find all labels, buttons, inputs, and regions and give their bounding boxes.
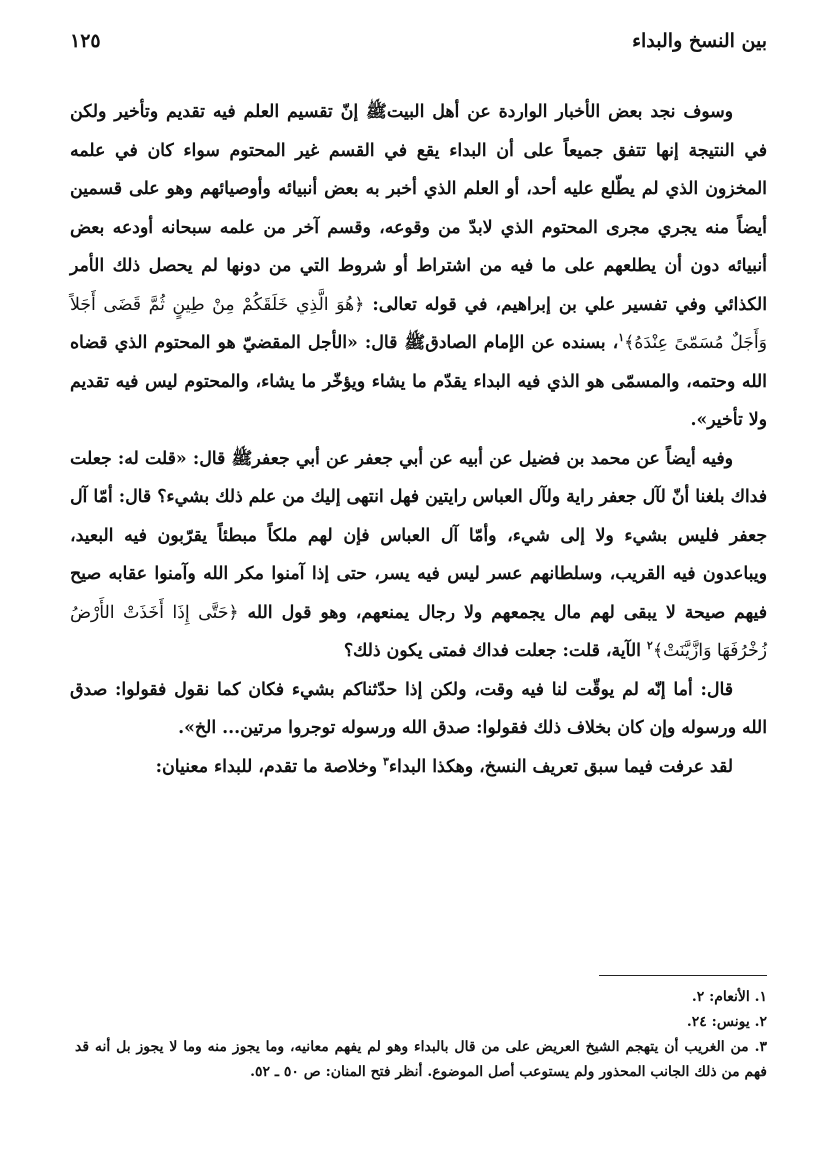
- footnote-divider: [599, 975, 767, 976]
- page-number: ١٢٥: [70, 30, 101, 52]
- paragraph-4-end: وخلاصة ما تقدم، للبداء معنيان:: [155, 756, 383, 777]
- main-text: [70, 93, 767, 786]
- footnote-3: ٣. من الغريب أن يتهجم الشيخ العريض على من قال بالبداء وهو لم يفهم معانيه، وما يجوز منه وما لا يجوز بل أنه قد فهم من ذلك الجانب المحذور ولم يستوعب أصل الموضوع. أنظر فتح المنان: ص ٥٠ ـ ٥٢.: [75, 1039, 767, 1080]
- paragraph-3: [70, 671, 767, 748]
- quran-quote-2: ﴿حَتَّى إِذَا أَخَذَتْ الأَرْضُ زُخْرُفَهَا وَازَّيَّنَتْ﴾: [70, 602, 767, 661]
- quran-quote-1: ﴿هُوَ الَّذِي خَلَقَكُمْ مِنْ طِينٍ ثُمَّ قَضَى أَجَلاً وَأَجَلٌ مُسَمّىً عِنْدَهُ﴾: [70, 294, 767, 353]
- paragraph-3-text: قال: أما إنّه لم يوقّت لنا فيه وقت، ولكن إذا حدّثناكم بشيء فكان كما نقول فقولوا: صدق الله ورسوله وإن كان بخلاف ذلك فقولوا: صدق الله ورسوله توجروا مرتين... الخ».: [70, 679, 767, 738]
- paragraph-2-text: وفيه أيضاً عن محمد بن فضيل عن أبيه عن أبي جعفر عن أبي جعفرﷺ قال: «قلت له: جعلت فداك بلغنا أنّ لآل جعفر راية ولآل العباس رايتين فهل انتهى إليك من علم ذلك بشيء؟ قال: أمّا آل جعفر فليس بشيء ولا إلى شيء، وأمّا آل العباس فإن لهم ملكاً مبطئاً يقرّبون فيه البعيد، ويباعدون فيه القريب، وسلطانهم عسر ليس فيه يسر، حتى إذا آمنوا مكر الله وآمنوا عقابه صيح فيهم صيحة لا يبقى لهم مال يجمعهم ولا رجال يمنعهم، وهو قول الله: [70, 448, 767, 623]
- paragraph-1-text: وسوف نجد بعض الأخبار الواردة عن أهل البيتﷺ إنّ تقسيم العلم فيه تقديم وتأخير ولكن في النتيجة إنها تتفق جميعاً على أن البداء يقع في القسم غير المحتوم سواء كان في علمه المخزون الذي لم يطّلع عليه أحد، أو العلم الذي أخبر به بعض أنبيائه وأوصيائهم وهو على قسمين أيضاً منه يجري مجرى المحتوم الذي لابدّ من وقوعه، وقسم آخر من علمه سبحانه أودعه بعض أنبيائه دون أن يطلعهم على ما فيه من اشتراط أو شروط التي من دونها لم يحصل ذلك الأمر الكذائي وفي تفسير علي بن إبراهيم، في قوله تعالى:: [70, 102, 768, 315]
- paragraph-1-end: ، بسنده عن الإمام الصادقﷺ قال: «الأجل المقضيّ هو المحتوم الذي قضاه الله وحتمه، والمسمّى هو الذي فيه البداء يقدّم ما يشاء ويؤخّر ما يشاء، والمحتوم ليس فيه تقديم ولا تأخير».: [70, 333, 767, 430]
- footnote-ref-3: ٣: [383, 754, 389, 768]
- footnote-ref-1: ١: [618, 331, 625, 345]
- paragraph-2-end: الآية، قلت: جعلت فداك فمتى يكون ذلك؟: [343, 641, 647, 661]
- footnotes: [75, 985, 767, 1085]
- page-header: [70, 30, 767, 62]
- running-title: بين النسخ والبداء: [632, 30, 767, 52]
- paragraph-4-text: لقد عرفت فيما سبق تعريف النسخ، وهكذا البداء: [388, 756, 733, 777]
- footnote-1: ١. الأنعام: ٢.: [691, 989, 767, 1005]
- footnote-ref-2: ٢: [646, 639, 653, 653]
- paragraph-4: [70, 748, 767, 787]
- footnote-2: ٢. يونس: ٢٤.: [686, 1014, 767, 1030]
- paragraph-1: [70, 93, 767, 440]
- paragraph-2: [70, 440, 767, 671]
